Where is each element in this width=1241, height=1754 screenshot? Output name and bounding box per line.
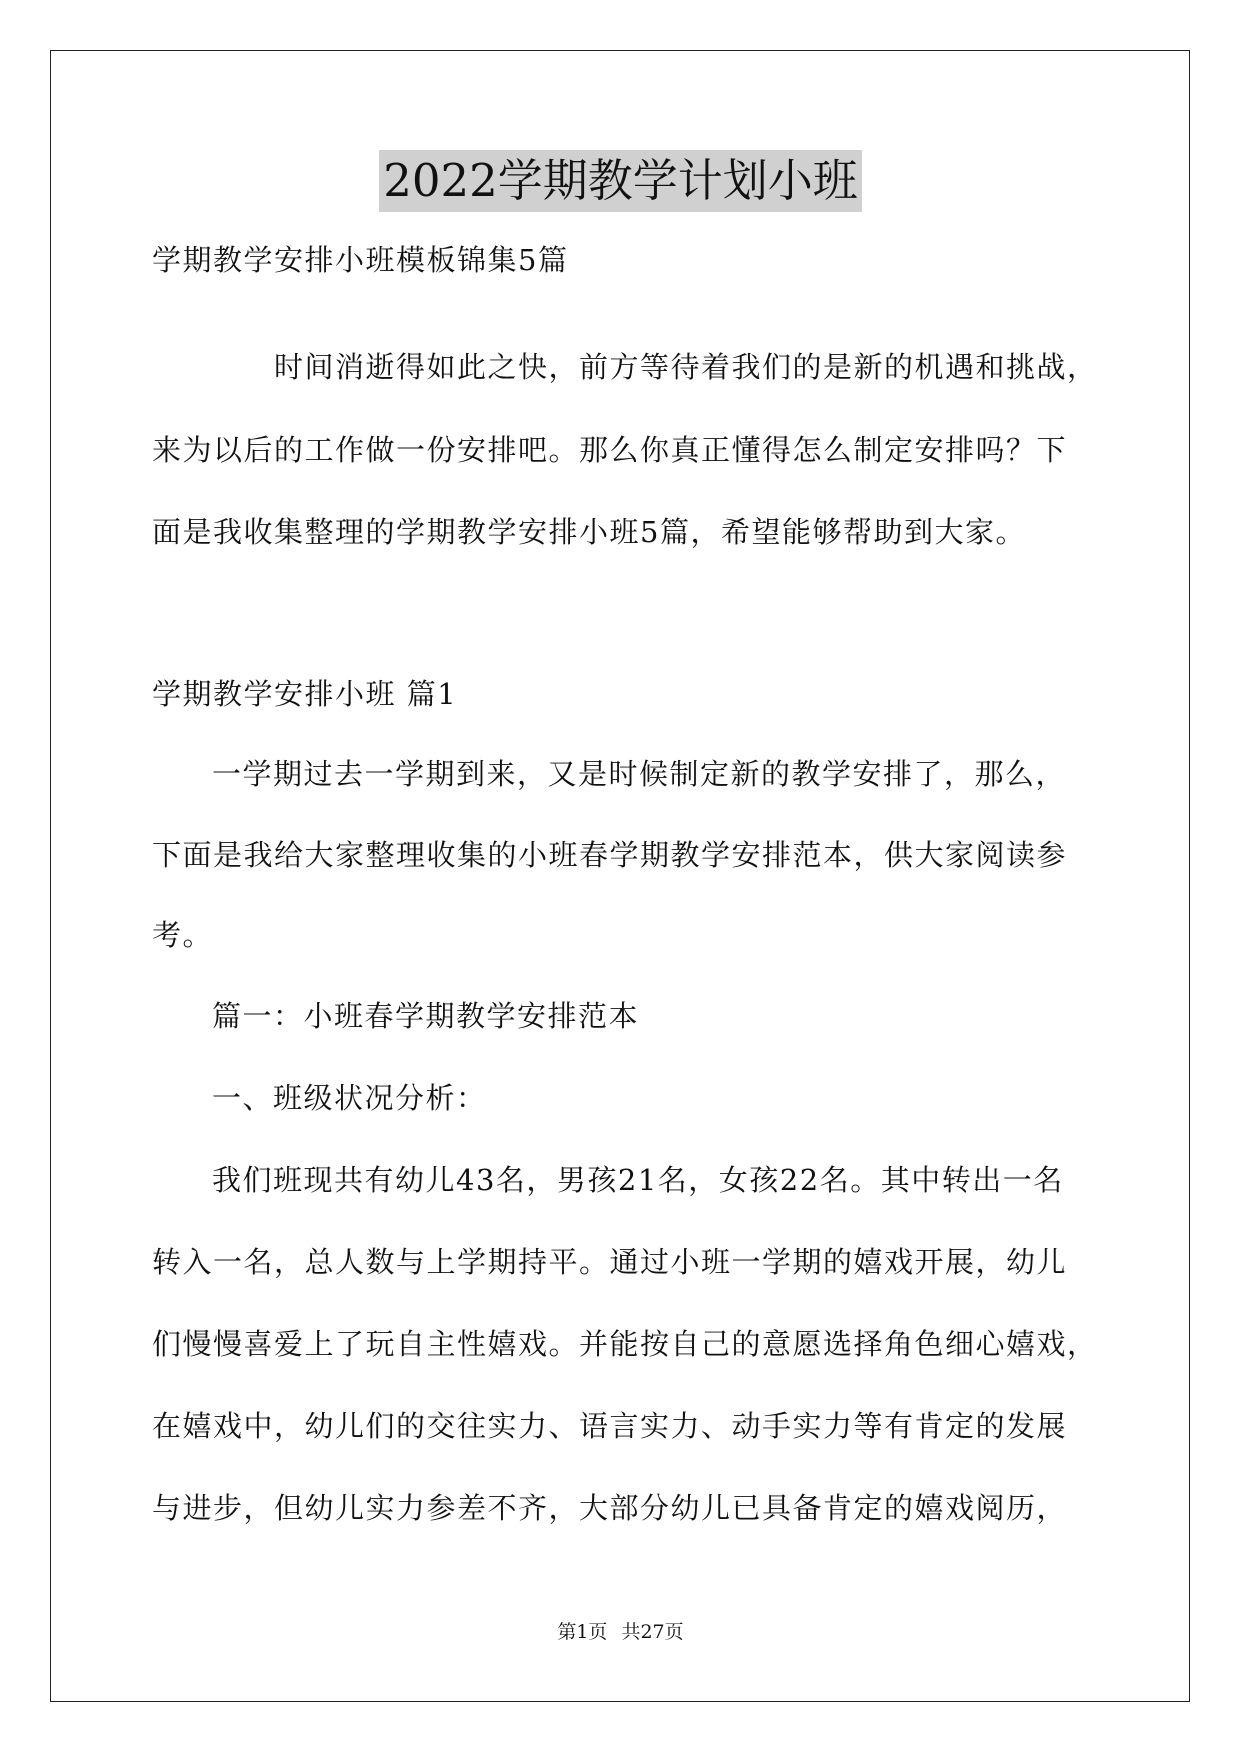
document-subtitle: 学期教学安排小班模板锦集5篇 (152, 243, 569, 277)
analysis-line: 在嬉戏中，幼儿们的交往实力、语言实力、动手实力等有肯定的发展 (152, 1409, 1068, 1443)
analysis-line: 我们班现共有幼儿43名，男孩21名，女孩22名。其中转出一名 (212, 1163, 1064, 1197)
analysis-line: 与进步，但幼儿实力参差不齐，大部分幼儿已具备肯定的嬉戏阅历， (152, 1491, 1068, 1525)
intro-line: 时间消逝得如此之快，前方等待着我们的是新的机遇和挑战， (274, 350, 1098, 384)
page-total: 共27页 (621, 1621, 684, 1643)
page-border (50, 50, 1190, 1702)
section-paragraph-line: 一学期过去一学期到来，又是时候制定新的教学安排了，那么， (212, 757, 1067, 791)
analysis-line: 转入一名，总人数与上学期持平。通过小班一学期的嬉戏开展，幼儿 (152, 1245, 1068, 1279)
intro-line: 面是我收集整理的学期教学安排小班5篇，希望能够帮助到大家。 (152, 515, 1026, 549)
intro-line: 来为以后的工作做一份安排吧。那么你真正懂得怎么制定安排吗？下 (152, 433, 1068, 467)
part-heading: 篇一：小班春学期教学安排范本 (212, 999, 640, 1033)
section-paragraph-line: 下面是我给大家整理收集的小班春学期教学安排范本，供大家阅读参 (152, 838, 1068, 872)
subsection-heading: 一、班级状况分析： (212, 1081, 487, 1115)
page-footer (0, 1620, 1241, 1644)
document-title: 2022学期教学计划小班 (379, 150, 862, 212)
analysis-line: 们慢慢喜爱上了玩自主性嬉戏。并能按自己的意愿选择角色细心嬉戏， (152, 1327, 1098, 1361)
title-container (0, 150, 1241, 212)
page-number: 第1页 (557, 1621, 608, 1643)
section-paragraph-line: 考。 (152, 918, 214, 952)
section-heading: 学期教学安排小班 篇1 (152, 677, 458, 711)
